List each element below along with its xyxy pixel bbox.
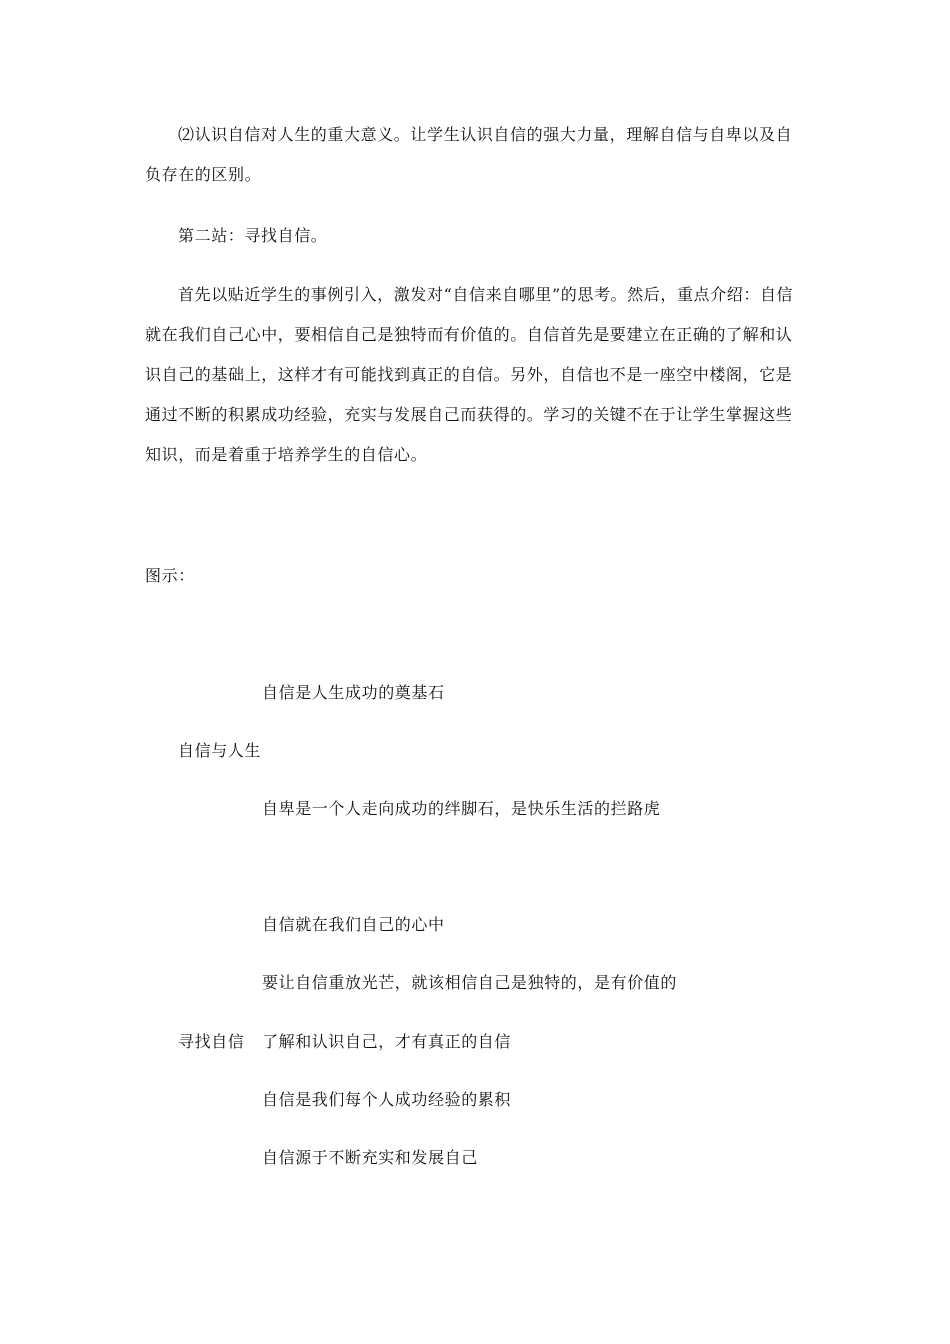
diagram-item: 自信就在我们自己的心中 bbox=[262, 915, 445, 934]
diagram-group-label: 自信与人生 bbox=[178, 741, 262, 760]
diagram-group-label: 寻找自信 bbox=[178, 1032, 245, 1051]
station-heading: 第二站：寻找自信。 bbox=[178, 226, 328, 245]
diagram-item: 要让自信重放光芒，就该相信自己是独特的，是有价值的 bbox=[262, 973, 678, 992]
diagram-label: 图示： bbox=[145, 566, 195, 585]
diagram-item: 自卑是一个人走向成功的绊脚石，是快乐生活的拦路虎 bbox=[262, 799, 661, 818]
paragraph-significance bbox=[145, 115, 805, 195]
diagram-item: 了解和认识自己，才有真正的自信 bbox=[262, 1032, 512, 1051]
paragraph-finding-confidence-text: 首先以贴近学生的事例引入，激发对“自信来自哪里”的思考。然后，重点介绍：自信就在我们自己心中，要相信自己是独特而有价值的。自信首先是要建立在正确的了解和认识自己的基础上，这样才有可能找到真正的自信。另外，自信也不是一座空中楼阁，它是通过不断的积累成功经验，充实与发展自己而获得的。学习的关键不在于让学生掌握这些知识，而是着重于培养学生的自信心。 bbox=[145, 285, 794, 464]
diagram-item: 自信源于不断充实和发展自己 bbox=[262, 1148, 478, 1167]
diagram-item: 自信是我们每个人成功经验的累积 bbox=[262, 1090, 512, 1109]
paragraph-significance-text: ⑵认识自信对人生的重大意义。让学生认识自信的强大力量，理解自信与自卑以及自负存在的区别。 bbox=[145, 125, 793, 184]
paragraph-finding-confidence bbox=[145, 275, 805, 475]
diagram-item: 自信是人生成功的奠基石 bbox=[262, 683, 445, 702]
